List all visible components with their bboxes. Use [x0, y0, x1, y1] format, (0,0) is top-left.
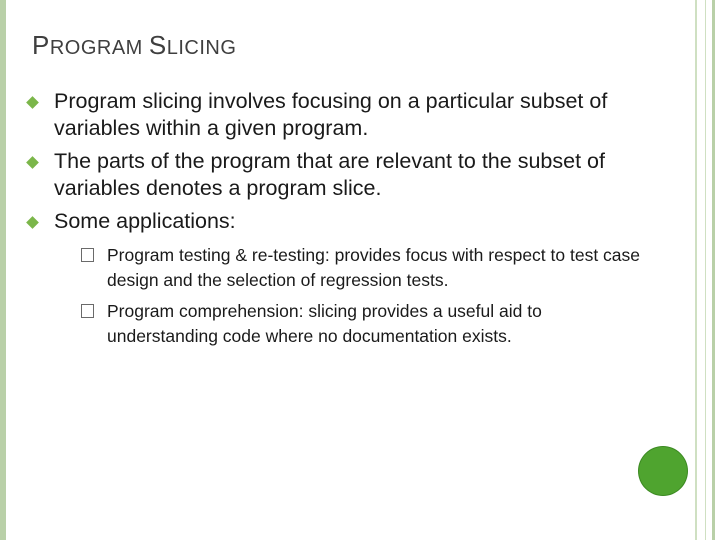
slide-title	[32, 30, 236, 61]
title-word: LICING	[166, 37, 237, 59]
decorative-green-circle	[639, 447, 687, 495]
title-initial: P	[32, 30, 50, 60]
bullet-item	[28, 208, 641, 349]
left-frame-bar	[0, 0, 6, 540]
sub-bullet-text: Program testing & re-testing: provides focus with respect to test case design and the selection of regression tests.	[107, 245, 641, 290]
right-frame-line	[695, 0, 697, 540]
square-box-bullet-icon	[81, 304, 94, 318]
bullet-item	[28, 148, 628, 202]
square-box-bullet-icon	[81, 248, 94, 262]
sub-bullet-item	[81, 299, 641, 349]
title-initial: S	[148, 30, 167, 60]
sub-bullet-text: Program comprehension: slicing provides a useful aid to understanding code where no documentation exists.	[107, 301, 542, 346]
right-frame-bar	[712, 0, 715, 540]
bullet-text: The parts of the program that are relevant to the subset of variables denotes a program slice.	[54, 149, 605, 200]
bullet-item	[28, 88, 628, 142]
bullet-list	[28, 88, 641, 355]
right-frame-line	[705, 0, 706, 540]
bullet-text: Some applications:	[54, 209, 236, 233]
bullet-text: Program slicing involves focusing on a particular subset of variables within a given program.	[54, 89, 608, 140]
sub-bullet-item	[81, 243, 641, 293]
sub-bullet-list	[81, 243, 641, 349]
title-word: ROGRAM	[49, 37, 149, 59]
